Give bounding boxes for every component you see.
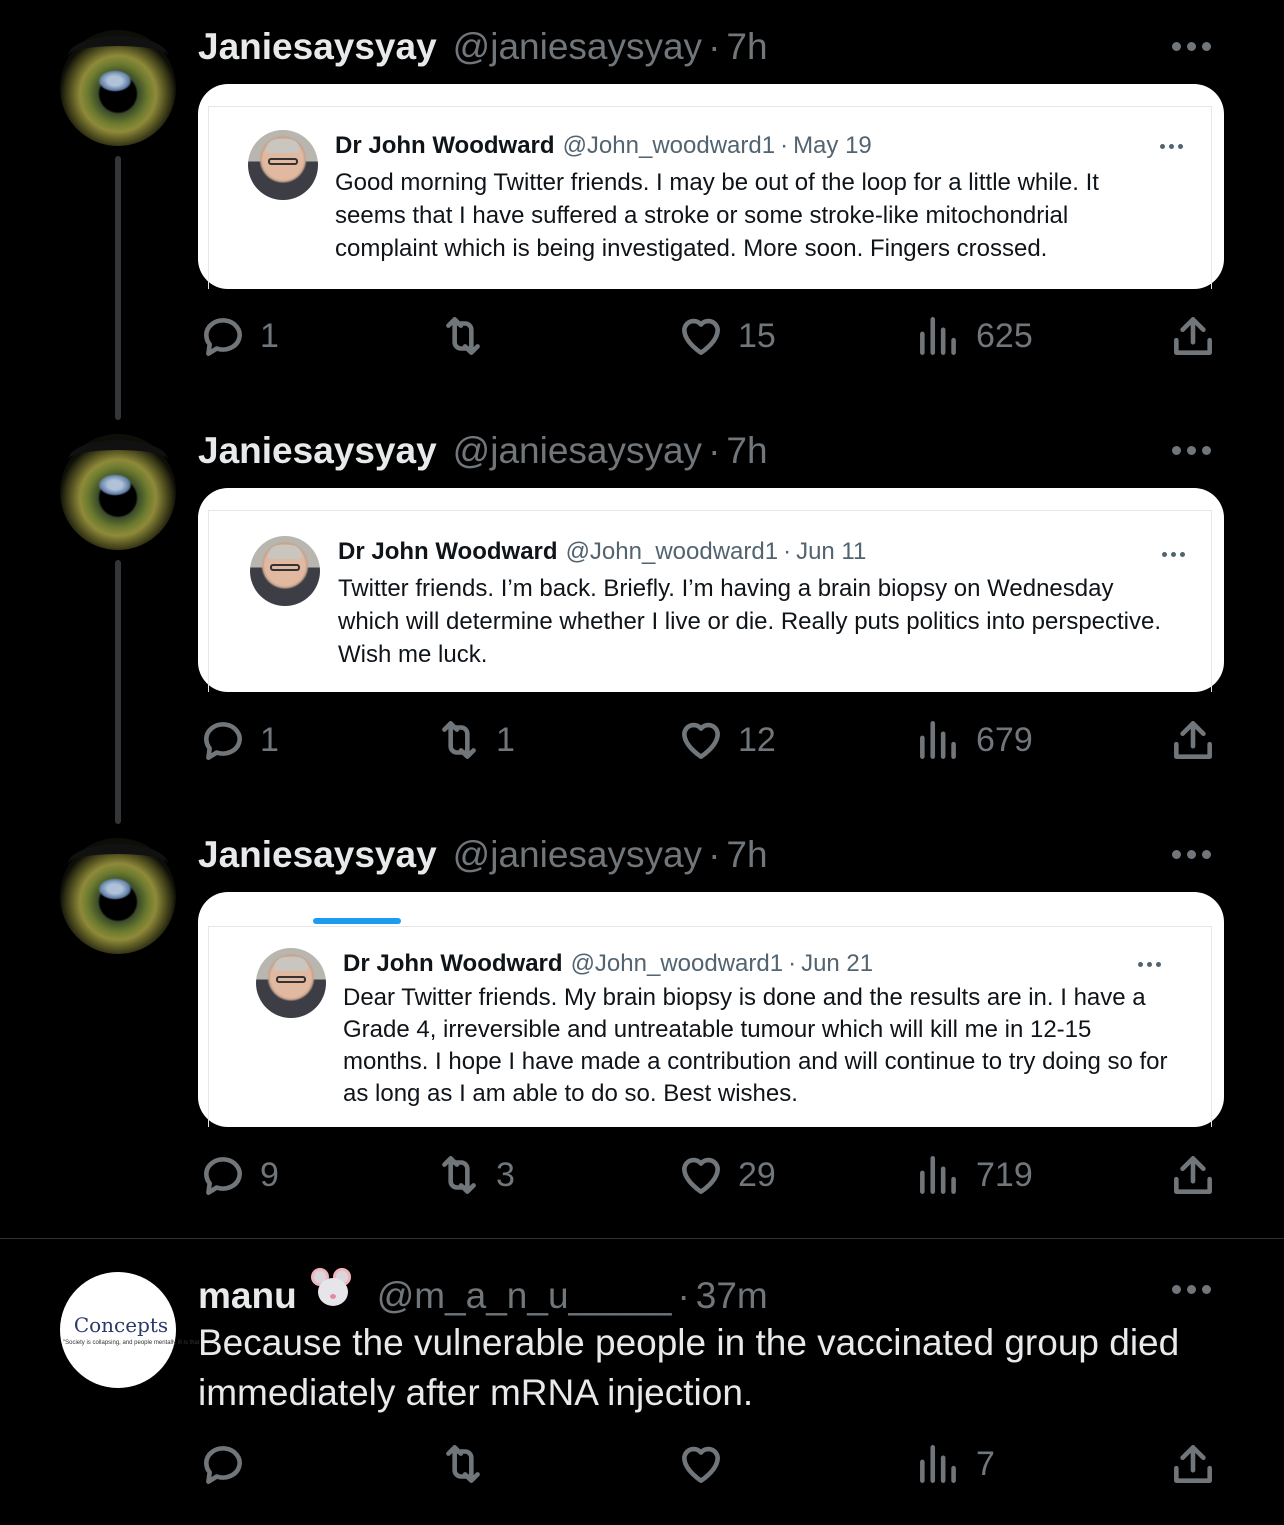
author-handle[interactable]: @janiesaysyay (452, 430, 703, 471)
tweet-header (198, 430, 768, 474)
avatar-subtitle: "Society is collapsing, and people mentally ill is that they're (63, 1340, 220, 1346)
views-count: 679 (976, 720, 1033, 759)
avatar-janiesaysyay[interactable] (60, 30, 176, 146)
retweet-icon (434, 1150, 484, 1200)
share-button[interactable] (1168, 1439, 1218, 1489)
embedded-header (338, 538, 866, 566)
reply-icon (198, 311, 248, 361)
embedded-ellipsis-icon (1162, 550, 1190, 558)
tweet-time[interactable]: 7h (726, 834, 768, 875)
embedded-author-handle: @John_woodward1 (562, 132, 776, 159)
retweet-count: 1 (496, 720, 515, 759)
author-name[interactable]: Janiesaysyay (198, 26, 437, 67)
embedded-author-name: Dr John Woodward (343, 950, 563, 977)
retweet-button[interactable] (438, 311, 500, 361)
like-count: 15 (738, 316, 776, 355)
more-options-icon[interactable] (1172, 440, 1220, 460)
tweet-header (198, 1268, 768, 1316)
embedded-header (335, 132, 872, 160)
like-count: 29 (738, 1155, 776, 1194)
author-handle[interactable]: @janiesaysyay (452, 26, 703, 67)
mouse-emoji-icon (311, 1268, 355, 1308)
like-button[interactable] (676, 1439, 726, 1489)
reply-count: 9 (260, 1155, 279, 1194)
views-icon (914, 1150, 964, 1200)
reply-button[interactable] (198, 1150, 279, 1200)
share-button[interactable] (1168, 311, 1218, 361)
tweet-actions (0, 1150, 1284, 1200)
retweet-icon (438, 311, 488, 361)
reply-count: 1 (260, 316, 279, 355)
thread-connector (115, 156, 121, 420)
views-button[interactable] (914, 1150, 1033, 1200)
tweet-header (198, 26, 768, 70)
reply-icon (198, 1439, 248, 1489)
embedded-tweet-text: Twitter friends. I’m back. Briefly. I’m having a brain biopsy on Wednesday which will determine whether I live or die. Really puts politics into perspective. Wish me luck. (338, 575, 1162, 668)
more-options-icon[interactable] (1172, 1279, 1220, 1299)
retweet-count: 3 (496, 1155, 515, 1194)
reply-icon (198, 1150, 248, 1200)
views-button[interactable] (914, 1439, 995, 1489)
tweet-actions (0, 1439, 1284, 1489)
embedded-ellipsis-icon (1160, 142, 1188, 150)
embedded-author-handle: @John_woodward1 (570, 950, 784, 977)
author-photo (248, 130, 318, 200)
separator-dot: · (783, 538, 792, 565)
tweet-divider (0, 1238, 1284, 1239)
embedded-date: Jun 21 (801, 950, 874, 977)
more-options-icon[interactable] (1172, 844, 1220, 864)
tweet-time[interactable]: 7h (726, 430, 768, 471)
like-icon (676, 311, 726, 361)
author-handle[interactable]: @janiesaysyay (452, 834, 703, 875)
avatar-janiesaysyay[interactable] (60, 838, 176, 954)
views-count: 625 (976, 316, 1033, 355)
share-icon (1168, 1150, 1218, 1200)
reply-button[interactable] (198, 311, 279, 361)
share-icon (1168, 715, 1218, 765)
tweet-actions (0, 311, 1284, 361)
embedded-header (343, 950, 873, 978)
embedded-author-handle: @John_woodward1 (565, 538, 779, 565)
share-button[interactable] (1168, 715, 1218, 765)
retweet-icon (438, 1439, 488, 1489)
views-count: 7 (976, 1444, 995, 1483)
tweet-actions (0, 715, 1284, 765)
separator-dot: · (708, 26, 721, 67)
thread-connector (115, 560, 121, 824)
like-button[interactable] (676, 715, 776, 765)
retweet-icon (434, 715, 484, 765)
like-button[interactable] (676, 311, 776, 361)
separator-dot: · (708, 834, 721, 875)
retweet-button[interactable] (434, 1150, 515, 1200)
embedded-ellipsis-icon (1138, 960, 1166, 968)
tweet-time[interactable]: 7h (726, 26, 768, 67)
reply-button[interactable] (198, 715, 279, 765)
author-photo (256, 948, 326, 1018)
avatar-janiesaysyay[interactable] (60, 434, 176, 550)
reply-button[interactable] (198, 1439, 248, 1489)
avatar-manu[interactable] (60, 1272, 220, 1388)
reply-icon (198, 715, 248, 765)
author-photo (250, 536, 320, 606)
embedded-author-name: Dr John Woodward (335, 132, 555, 159)
embedded-date: Jun 11 (796, 538, 867, 565)
embedded-date: May 19 (793, 132, 872, 159)
like-icon (676, 715, 726, 765)
embedded-author-name: Dr John Woodward (338, 538, 558, 565)
views-icon (914, 1439, 964, 1489)
views-icon (914, 311, 964, 361)
more-options-icon[interactable] (1172, 36, 1220, 56)
views-count: 719 (976, 1155, 1033, 1194)
author-name[interactable]: Janiesaysyay (198, 834, 437, 875)
avatar-title: Concepts (73, 1313, 169, 1337)
embedded-tweet-image[interactable] (198, 892, 1224, 1127)
separator-dot: · (780, 132, 789, 159)
share-icon (1168, 1439, 1218, 1489)
reply-count: 1 (260, 720, 279, 759)
tweet-header (198, 834, 768, 878)
embedded-tweet-text: Good morning Twitter friends. I may be out of the loop for a little while. It seems that I have suffered a stroke or some stroke-like mitochondrial complaint which is being investigated. More soon. Fingers crossed. (335, 169, 1099, 262)
like-icon (676, 1150, 726, 1200)
tweet-time[interactable]: 37m (695, 1275, 768, 1316)
embedded-tweet-image[interactable] (198, 84, 1224, 289)
views-button[interactable] (914, 311, 1033, 361)
views-icon (914, 715, 964, 765)
author-name[interactable]: Janiesaysyay (198, 430, 437, 471)
share-icon (1168, 311, 1218, 361)
views-button[interactable] (914, 715, 1033, 765)
author-name[interactable]: manu (198, 1275, 297, 1316)
like-button[interactable] (676, 1150, 776, 1200)
separator-dot: · (708, 430, 721, 471)
like-count: 12 (738, 720, 776, 759)
share-button[interactable] (1168, 1150, 1218, 1200)
author-handle[interactable]: @m_a_n_u_____ (376, 1275, 672, 1316)
embedded-tweet-text: Dear Twitter friends. My brain biopsy is done and the results are in. I have a Grade 4, irreversible and untreatable tumour which will kill me in 12-15 months. I hope I have made a contribution and will continue to try doing so for as long as I am able to do so. Best wishes. (343, 984, 1168, 1107)
like-icon (676, 1439, 726, 1489)
active-tab-indicator (313, 918, 401, 924)
separator-dot: · (788, 950, 797, 977)
embedded-tweet-image[interactable] (198, 488, 1224, 692)
separator-dot: · (677, 1275, 690, 1316)
tweet-text: Because the vulnerable people in the vaccinated group died immediately after mRNA injection. (198, 1322, 1180, 1413)
retweet-button[interactable] (434, 715, 515, 765)
retweet-button[interactable] (438, 1439, 488, 1489)
